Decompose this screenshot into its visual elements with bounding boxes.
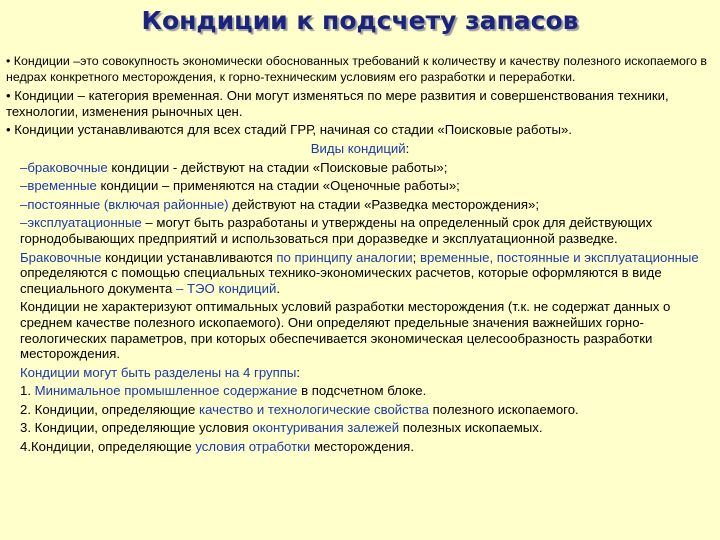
temporary-bullet: • Кондиции – категория временная. Они могут изменяться по мере развития и совершенствования техники, технологии, изменения рыночных цен. (6, 88, 669, 119)
characteristics-paragraph: Кондиции не характеризуют оптимальных условий разработки месторождения (т.к. не содержат данных о среднем качестве полезного ископаемого). Они определяют предельные значения важнейших горно-геологических параметров, при которых обеспечивается экономическая целесообразность разработки месторождения. (20, 299, 671, 362)
group-2: 2. Кондиции, определяющие качество и технологические свойства полезного ископаемого. (20, 401, 579, 417)
definition-bullet: • Кондиции –это совокупность экономически обоснованных требований к количеству и качеству полезного ископаемого в недрах конкретного месторождения, к горно-техническим условиям его разработки и переработки. (6, 54, 708, 84)
types-heading: Виды кондиций: (310, 140, 410, 156)
group-1: 1. Минимальное промышленное содержание в подсчетном блоке. (20, 383, 427, 399)
slide-title: Кондиции к подсчету запасов (141, 6, 579, 35)
groups-heading: Кондиции могут быть разделены на 4 группы: (20, 364, 301, 380)
establishment-paragraph: Браковочные кондиции устанавливаются по принципу аналогии; временные, постоянные и эксплуатационные определяются с помощью специальных технико-экономических расчетов, которые оформляются в виде специального документа – ТЭО кондиций. (20, 249, 699, 296)
type-operational: –эксплуатационные – могут быть разработаны и утверждены на определенный срок для действующих горнодобывающих предприятий и использоваться при доразведке и эксплуатационной разведке. (20, 215, 653, 246)
stages-bullet: • Кондиции устанавливаются для всех стадий ГРР, начиная со стадии «Поисковые работы». (6, 122, 573, 138)
type-permanent: –постоянные (включая районные) действуют на стадии «Разведка месторождения»; (20, 196, 540, 212)
type-rejecting: –браковочные кондиции - действуют на стадии «Поисковые работы»; (20, 159, 448, 175)
group-3: 3. Кондиции, определяющие условия оконтуривания залежей полезных ископаемых. (20, 420, 543, 436)
group-4: 4.Кондиции, определяющие условия отработки месторождения. (20, 439, 414, 455)
slide-body (6, 54, 714, 458)
type-temporary: –временные кондиции – применяются на стадии «Оценочные работы»; (20, 178, 460, 194)
